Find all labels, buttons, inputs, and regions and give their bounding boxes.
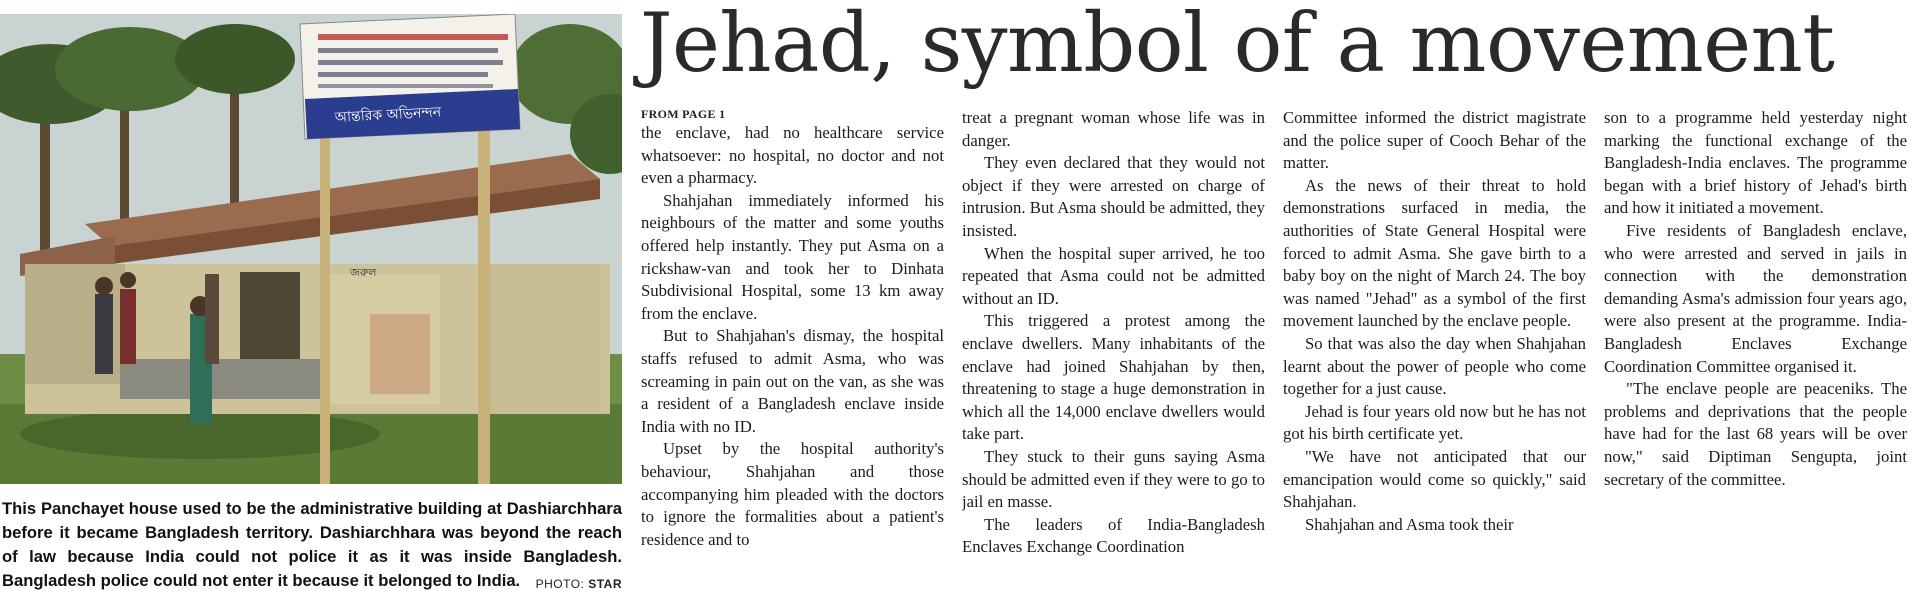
paragraph: They even declared that they would not object if they were arrested on charge of intrusion. But Asma should be admitted, they insisted. [962,153,1265,240]
photo-credit [530,577,622,591]
paragraph: Five residents of Bangladesh enclave, who were arrested and served in jails in connection with the demonstration demanding Asma's admission four years ago, were also present at the programme. India-Bangladesh Enclaves Exchange Coordination Committee organised it. [1604,220,1907,376]
article-column-2 [962,107,1265,597]
paragraph: the enclave, had no healthcare service whatsoever: no hospital, no doctor and not even a pharmacy. [641,123,944,188]
article-column-3 [1283,107,1586,597]
paragraph: So that was also the day when Shahjahan learnt about the power of people who come together for a just cause. [1283,333,1586,399]
paragraph: Committee informed the district magistrate and the police super of Cooch Behar of the matter. [1283,108,1586,173]
photo-credit-source: STAR [588,577,622,591]
headline: Jehad, symbol of a movement [640,0,1835,91]
photo-caption: This Panchayet house used to be the administrative building at Dashiarchhara before it became Bangladesh territory. Dashiarchhara was beyond the reach of law because India could not police it as it was inside Bangladesh. Bangladesh police could not enter it because it belonged to India. [2,499,622,590]
paragraph: "The enclave people are peaceniks. The problems and deprivations that the people have had for the last 68 years will be over now," said Diptiman Sengupta, joint secretary of the committee. [1604,379,1907,489]
kicker: FROM PAGE 1 [641,107,726,121]
paragraph: son to a programme held yesterday night marking the functional exchange of the Bangladesh-India enclaves. The programme began with a brief history of Jehad's birth and how it initiated a movement. [1604,108,1907,218]
wall-text: জরুল [350,266,377,279]
paragraph: As the news of their threat to hold demonstrations surfaced in media, the authorities of State General Hospital were forced to admit Asma. She gave birth to a baby boy on the night of March 24. The boy was named "Jehad" as a symbol of the first movement launched by the enclave people. [1283,175,1586,331]
article-column-1 [641,107,944,597]
paragraph: They stuck to their guns saying Asma should be admitted even if they were to go to jail en masse. [962,446,1265,512]
paragraph: Jehad is four years old now but he has not got his birth certificate yet. [1283,401,1586,444]
panchayet-house-photo [0,14,622,484]
paragraph: The leaders of India-Bangladesh Enclaves Exchange Coordination [962,514,1265,557]
paragraph: Upset by the hospital authority's behaviour, Shahjahan and those accompanying him pleaded with the doctors to ignore the formalities about a patient's residence and to [641,439,944,549]
signboard-text: আন্তরিক অভিনন্দন [334,104,442,126]
paragraph: This triggered a protest among the enclave dwellers. Many inhabitants of the enclave had joined Shahjahan by then, threatening to stage a huge demonstration in which all the 14,000 enclave dwellers would take part. [962,311,1265,444]
photo-credit-prefix: PHOTO: [535,577,589,591]
article-column-4 [1604,107,1907,597]
news-photo [0,14,622,484]
paragraph: But to Shahjahan's dismay, the hospital staffs refused to admit Asma, who was screaming in pain out on the van, as she was a resident of a Bangladesh enclave inside India with no ID. [641,326,944,436]
paragraph: Shahjahan immediately informed his neighbours of the matter and some youths offered help instantly. They put Asma on a rickshaw-van and took her to Dinhata Subdivisional Hospital, some 13 km away from the enclave. [641,190,944,323]
paragraph: Shahjahan and Asma took their [1305,514,1514,534]
signboard [300,14,520,139]
paragraph: When the hospital super arrived, he too repeated that Asma could not be admitted without an ID. [962,243,1265,308]
paragraph: treat a pregnant woman whose life was in danger. [962,108,1265,150]
paragraph: "We have not anticipated that our emancipation would come so quickly," said Shahjahan. [1283,446,1586,512]
